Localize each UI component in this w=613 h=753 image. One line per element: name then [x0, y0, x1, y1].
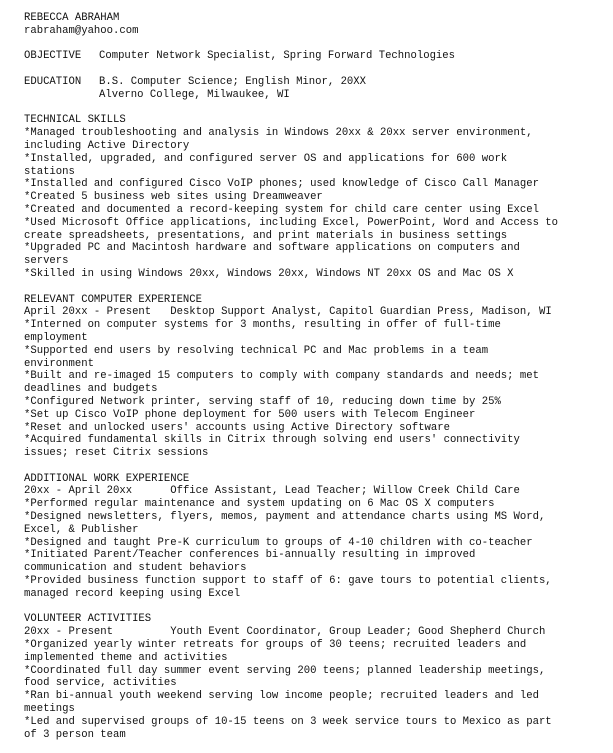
objective-section [24, 50, 609, 63]
candidate-email: rabraham@yahoo.com [24, 24, 139, 37]
objective-text: Computer Network Specialist, Spring Forward Technologies [99, 50, 456, 63]
volunteer-line: of 3 person team [24, 728, 126, 741]
skill-line: servers [24, 255, 69, 268]
work-line: *Designed newsletters, flyers, memos, payment and attendance charts using MS Word, [24, 511, 546, 524]
experience-line: issues; reset Citrix sessions [24, 447, 209, 460]
additional-experience-heading: ADDITIONAL WORK EXPERIENCE [24, 472, 190, 485]
technical-skills-heading: TECHNICAL SKILLS [24, 114, 126, 127]
volunteer-position: Youth Event Coordinator, Group Leader; Good Shepherd Church [170, 626, 546, 639]
skill-line: *Used Microsoft Office applications, including Excel, PowerPoint, Word and Access to [24, 216, 559, 229]
education-section [24, 76, 609, 102]
skill-line: *Installed, upgraded, and configured server OS and applications for 600 work [24, 152, 508, 165]
experience-line: environment [24, 357, 94, 370]
volunteer-line: *Coordinated full day summer event serving 200 teens; planned leadership meetings, [24, 664, 546, 677]
education-school: Alverno College, Milwaukee, WI [99, 88, 290, 101]
relevant-experience-position: Desktop Support Analyst, Capitol Guardian Press, Madison, WI [170, 306, 552, 319]
experience-line: deadlines and budgets [24, 383, 158, 396]
skill-line: *Skilled in using Windows 20xx, Windows 20xx, Windows NT 20xx OS and Mac OS X [24, 267, 514, 280]
volunteer-line: *Ran bi-annual youth weekend serving low income people; recruited leaders and led [24, 690, 539, 703]
work-line: Excel, & Publisher [24, 523, 139, 536]
work-line: *Provided business function support to staff of 6: gave tours to potential clients, [24, 575, 552, 588]
work-line: *Performed regular maintenance and system updating on 6 Mac OS X computers [24, 498, 495, 511]
volunteer-section [24, 613, 609, 741]
education-label: EDUCATION [24, 75, 82, 88]
skill-line: *Managed troubleshooting and analysis in Windows 20xx & 20xx server environment, [24, 127, 533, 140]
experience-line: *Set up Cisco VoIP phone deployment for 500 users with Telecom Engineer [24, 408, 476, 421]
additional-experience-dates: 20xx - April 20xx [24, 485, 133, 498]
experience-line: *Interned on computer systems for 3 months, resulting in offer of full-time [24, 319, 501, 332]
objective-label: OBJECTIVE [24, 50, 82, 63]
work-line: communication and student behaviors [24, 562, 247, 575]
technical-skills-section [24, 114, 609, 280]
volunteer-line: meetings [24, 703, 75, 716]
education-degree: B.S. Computer Science; English Minor, 20XX [99, 75, 367, 88]
skill-line: create spreadsheets, presentations, and print materials in business settings [24, 229, 508, 242]
additional-experience-section [24, 473, 609, 601]
experience-line: employment [24, 331, 88, 344]
resume-header [24, 12, 609, 38]
volunteer-line: *Led and supervised groups of 10-15 teens on 3 week service tours to Mexico as part [24, 715, 552, 728]
additional-experience-position: Office Assistant, Lead Teacher; Willow Creek Child Care [170, 485, 520, 498]
skill-line: *Installed and configured Cisco VoIP phones; used knowledge of Cisco Call Manager [24, 178, 539, 191]
skill-line: *Upgraded PC and Macintosh hardware and software applications on computers and [24, 242, 520, 255]
experience-line: *Supported end users by resolving technical PC and Mac problems in a team [24, 344, 489, 357]
skill-line: *Created 5 business web sites using Dreamweaver [24, 191, 323, 204]
volunteer-line: *Organized yearly winter retreats for groups of 30 teens; recruited leaders and [24, 639, 527, 652]
relevant-experience-heading: RELEVANT COMPUTER EXPERIENCE [24, 293, 203, 306]
candidate-name: REBECCA ABRAHAM [24, 12, 120, 24]
skill-line: *Created and documented a record-keeping system for child care center using Excel [24, 203, 539, 216]
volunteer-line: implemented theme and activities [24, 651, 228, 664]
work-line: *Initiated Parent/Teacher conferences bi-annually resulting in improved [24, 549, 476, 562]
resume-document [24, 12, 609, 741]
experience-line: *Built and re-imaged 15 computers to comply with company standards and needs; met [24, 370, 539, 383]
relevant-experience-dates: April 20xx - Present [24, 306, 152, 319]
work-line: *Designed and taught Pre-K curriculum to groups of 4-10 children with co-teacher [24, 536, 533, 549]
volunteer-line: food service, activities [24, 677, 177, 690]
experience-line: *Acquired fundamental skills in Citrix through solving end users' connectivity [24, 434, 520, 447]
experience-line: *Configured Network printer, serving staff of 10, reducing down time by 25% [24, 395, 501, 408]
relevant-experience-section [24, 294, 609, 460]
volunteer-dates: 20xx - Present [24, 626, 114, 639]
skill-line: including Active Directory [24, 139, 190, 152]
work-line: managed record keeping using Excel [24, 587, 241, 600]
experience-line: *Reset and unlocked users' accounts using Active Directory software [24, 421, 450, 434]
volunteer-heading: VOLUNTEER ACTIVITIES [24, 613, 152, 626]
skill-line: stations [24, 165, 75, 178]
